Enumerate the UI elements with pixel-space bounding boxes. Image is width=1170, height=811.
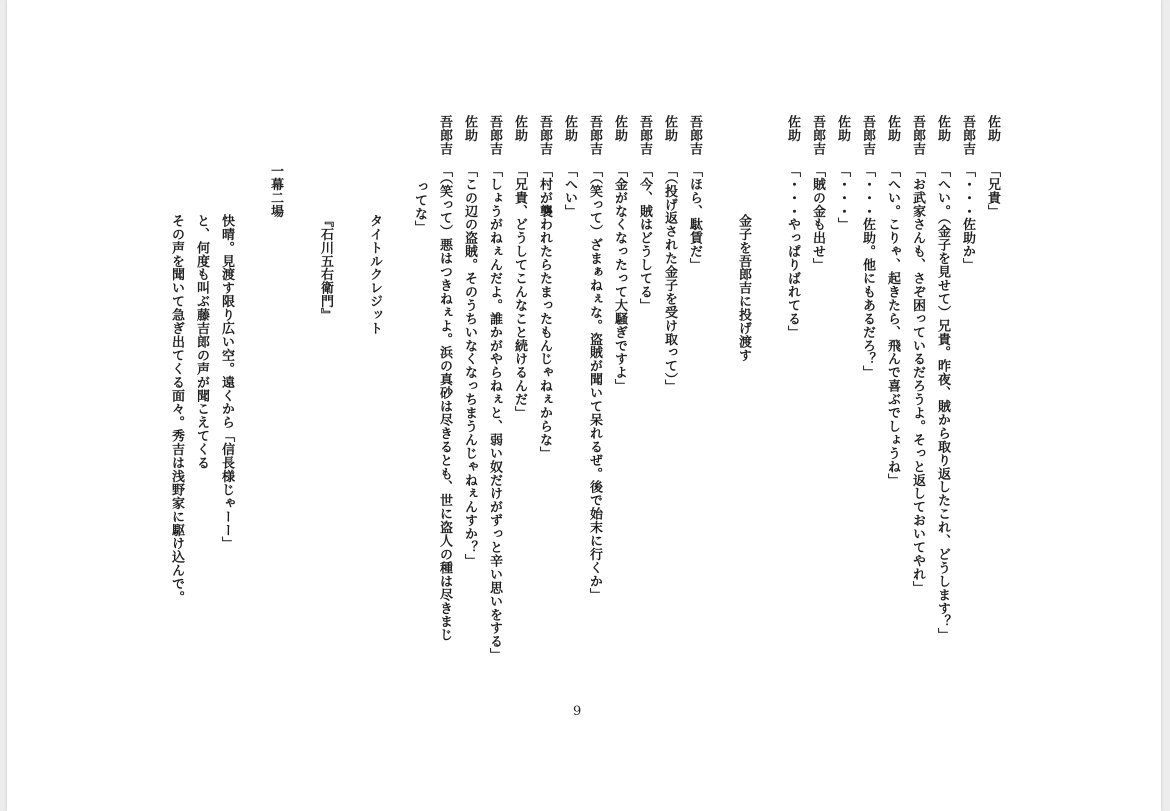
dialogue-line: 「ほら、駄賃だ」 [687,164,702,272]
dialogue-line: 「・・・佐助か」 [960,164,975,272]
dialogue-line-continued: ってな」 [412,180,427,234]
page-number: 9 [573,704,582,719]
speaker-name: 吾郎吉 [860,115,875,156]
dialogue-line: 「へい」 [562,164,577,218]
dialogue-line: 「村が襲われたらたまったもんじゃねぇからな」 [537,164,552,460]
stage-direction: と、何度も叫ぶ藤吉郎の声が聞こえてくる [194,214,209,470]
dialogue-line: 「金がなくなったって大騒ぎですよ」 [612,164,627,393]
dialogue-line: 「・・・」 [835,164,850,232]
dialogue-line: 「（投げ返された金子を受け取って）」 [662,164,677,394]
speaker-name: 吾郎吉 [960,115,975,156]
dialogue-line: 「しょうがねぇんだよ。誰かがやらねぇと、弱い奴だけがずっと辛い思いをする」 [487,164,502,662]
speaker-name: 吾郎吉 [637,115,652,156]
speaker-name: 吾郎吉 [537,115,552,156]
speaker-name: 佐助 [462,115,477,142]
speaker-name: 吾郎吉 [487,115,502,156]
dialogue-line: 「兄貴」 [985,164,1000,218]
dialogue-line: 「お武家さんも、さぞ困っているだろうよ。そっと返しておいてやれ」 [910,164,925,595]
dialogue-line: 「へい。こりゃ、起きたら、飛んで喜ぶでしょうね」 [885,164,900,487]
speaker-name: 吾郎吉 [437,115,452,156]
speaker-name: 佐助 [835,115,850,142]
stage-direction: 快晴。見渡す限り広い空。遠くから「信長様じゃーー」 [219,214,234,551]
speaker-name: 佐助 [612,115,627,142]
dialogue-line: 「・・・やっぱりばれてる」 [785,164,800,339]
speaker-name: 吾郎吉 [910,115,925,156]
dialogue-line: 「この辺の盗賊。そのうちいなくなっちまうんじゃねぇんすか？」 [462,164,477,568]
speaker-name: 佐助 [785,115,800,142]
speaker-name: 佐助 [985,115,1000,142]
dialogue-line: 「兄貴、どうしてこんなこと続けるんだ」 [512,164,527,420]
dialogue-line: 「（笑って）悪はつきねぇよ。浜の真砂は尽きるとも、世に盗人の種は尽きまじ [437,164,452,642]
speaker-name: 吾郎吉 [587,115,602,156]
speaker-name: 佐助 [935,115,950,142]
speaker-name: 吾郎吉 [810,115,825,156]
speaker-name: 佐助 [662,115,677,142]
dialogue-line: 「今、賊はどうしてる」 [637,164,652,312]
speaker-name: 吾郎吉 [687,115,702,156]
stage-direction: その声を聞いて急ぎ出てくる面々。秀吉は浅野家に駆け込んで。 [169,214,184,605]
speaker-name: 佐助 [512,115,527,142]
speaker-name: 佐助 [885,115,900,142]
play-title: 『石川五右衛門』 [318,214,333,322]
dialogue-line: 「（笑って）ざまぁねぇな。盗賊が聞いて呆れるぜ。後で始末に行くか」 [587,164,602,602]
dialogue-line: 「・・・佐助。他にもあるだろ？」 [860,164,875,380]
stage-direction: 金子を吾郎吉に投げ渡す [736,214,751,362]
speaker-name: 佐助 [562,115,577,142]
document-page [7,0,1161,811]
scene-heading: 一幕二場 [268,164,283,218]
title-credit: タイトルクレジット [367,214,382,336]
dialogue-line: 「へい。（金子を見せて）兄貴。昨夜、賊から取り返したこれ、どうします？」 [935,164,950,642]
dialogue-line: 「賊の金も出せ」 [810,164,825,272]
